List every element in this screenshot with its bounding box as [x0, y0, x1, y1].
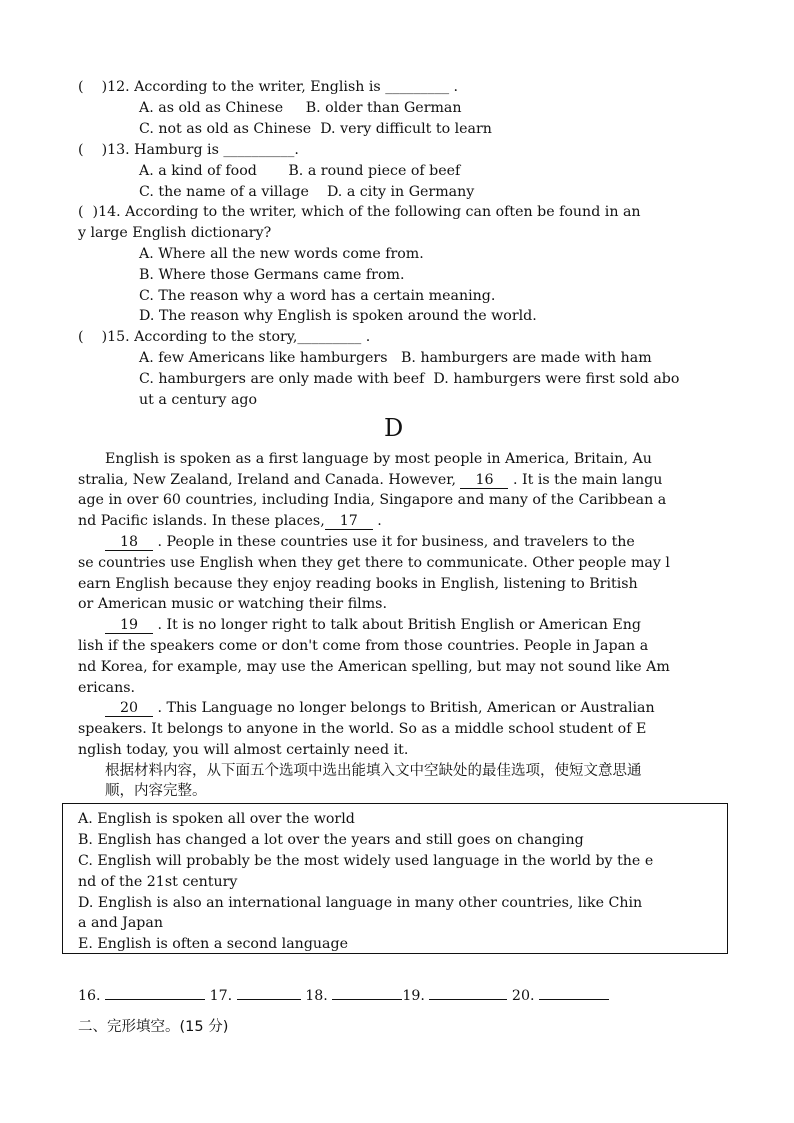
- instruction-line2: 顺，内容完整。: [105, 783, 207, 799]
- passage-p1-line4: nd Pacific islands. In these places, 17 .: [78, 513, 382, 529]
- question-15-options-ab: A. few Americans like hamburgers B. hamburgers are made with ham: [139, 350, 652, 366]
- question-12-stem: ( )12. According to the writer, English is _________ .: [78, 79, 459, 95]
- question-13-options-ab: A. a kind of food B. a round piece of beef: [139, 163, 461, 179]
- question-14-stem-cont: y large English dictionary?: [78, 225, 272, 241]
- question-14-option-b: B. Where those Germans came from.: [139, 267, 405, 283]
- option-d: D. English is also an international language in many other countries, like Chin: [78, 895, 643, 911]
- answer-18-blank[interactable]: [332, 999, 402, 1000]
- question-15-options-cd: C. hamburgers are only made with beef D. hamburgers were first sold abo: [139, 371, 680, 387]
- question-14-option-d: D. The reason why English is spoken around the world.: [139, 308, 537, 324]
- blank-16: 16: [460, 473, 508, 489]
- question-14-stem: ( )14. According to the writer, which of the following can often be found in an: [78, 204, 641, 220]
- passage-p2-line4: or American music or watching their films.: [78, 596, 387, 612]
- instruction-line1: 根据材料内容，从下面五个选项中选出能填入文中空缺处的最佳选项，使短文意思通: [105, 763, 642, 779]
- passage-p3-line4: ericans.: [78, 680, 136, 696]
- passage-p1-line2: stralia, New Zealand, Ireland and Canada. However, 16 . It is the main langu: [78, 472, 663, 488]
- question-13-options-cd: C. the name of a village D. a city in Germany: [139, 184, 475, 200]
- question-15-options-cont: ut a century ago: [139, 392, 258, 408]
- answer-20-blank[interactable]: [539, 999, 609, 1000]
- passage-p3-line1: 19 . It is no longer right to talk about British English or American Eng: [105, 616, 641, 634]
- blank-17: 17: [325, 514, 373, 530]
- question-15-stem: ( )15. According to the story,_________ .: [78, 329, 371, 345]
- section-d-title: D: [384, 414, 404, 442]
- passage-p2-line3: earn English because they enjoy reading books in English, listening to British: [78, 576, 638, 592]
- answer-18-label: 18.: [305, 988, 328, 1004]
- passage-p1-line1: English is spoken as a first language by most people in America, Britain, Au: [105, 451, 652, 467]
- option-c: C. English will probably be the most widely used language in the world by the e: [78, 853, 654, 869]
- answer-17-blank[interactable]: [237, 999, 301, 1000]
- passage-p4-line1: 20 . This Language no longer belongs to British, American or Australian: [105, 699, 655, 717]
- blank-20: 20: [105, 701, 153, 717]
- next-section-heading: 二、完形填空。(15 分): [78, 1019, 229, 1035]
- answer-16-blank[interactable]: [105, 999, 205, 1000]
- option-d-cont: a and Japan: [78, 915, 163, 931]
- options-box: [62, 803, 728, 954]
- answer-19-label: 19.: [402, 988, 425, 1004]
- answer-17-label: 17.: [209, 988, 233, 1004]
- option-c-cont: nd of the 21st century: [78, 874, 238, 890]
- question-14-option-c: C. The reason why a word has a certain meaning.: [139, 288, 496, 304]
- passage-p2-line2: se countries use English when they get there to communicate. Other people may l: [78, 555, 670, 571]
- answer-16-label: 16.: [78, 988, 101, 1004]
- answer-19-blank[interactable]: [429, 999, 507, 1000]
- option-a: A. English is spoken all over the world: [78, 811, 355, 827]
- passage-p2-line1: 18 . People in these countries use it for business, and travelers to the: [105, 533, 635, 551]
- answer-line: [78, 987, 609, 1005]
- answer-20-label: 20.: [511, 988, 535, 1004]
- blank-18: 18: [105, 535, 153, 551]
- question-12-options-ab: A. as old as Chinese B. older than German: [139, 100, 462, 116]
- question-14-option-a: A. Where all the new words come from.: [139, 246, 424, 262]
- option-e: E. English is often a second language: [78, 936, 348, 952]
- passage-p4-line3: nglish today, you will almost certainly need it.: [78, 742, 409, 758]
- blank-19: 19: [105, 618, 153, 634]
- passage-p3-line3: nd Korea, for example, may use the American spelling, but may not sound like Am: [78, 659, 670, 675]
- passage-p3-line2: lish if the speakers come or don't come from those countries. People in Japan a: [78, 638, 649, 654]
- question-12-options-cd: C. not as old as Chinese D. very difficult to learn: [139, 121, 492, 137]
- passage-p4-line2: speakers. It belongs to anyone in the world. So as a middle school student of E: [78, 721, 647, 737]
- option-b: B. English has changed a lot over the years and still goes on changing: [78, 832, 584, 848]
- question-13-stem: ( )13. Hamburg is __________.: [78, 142, 299, 158]
- passage-p1-line3: age in over 60 countries, including India, Singapore and many of the Caribbean a: [78, 492, 667, 508]
